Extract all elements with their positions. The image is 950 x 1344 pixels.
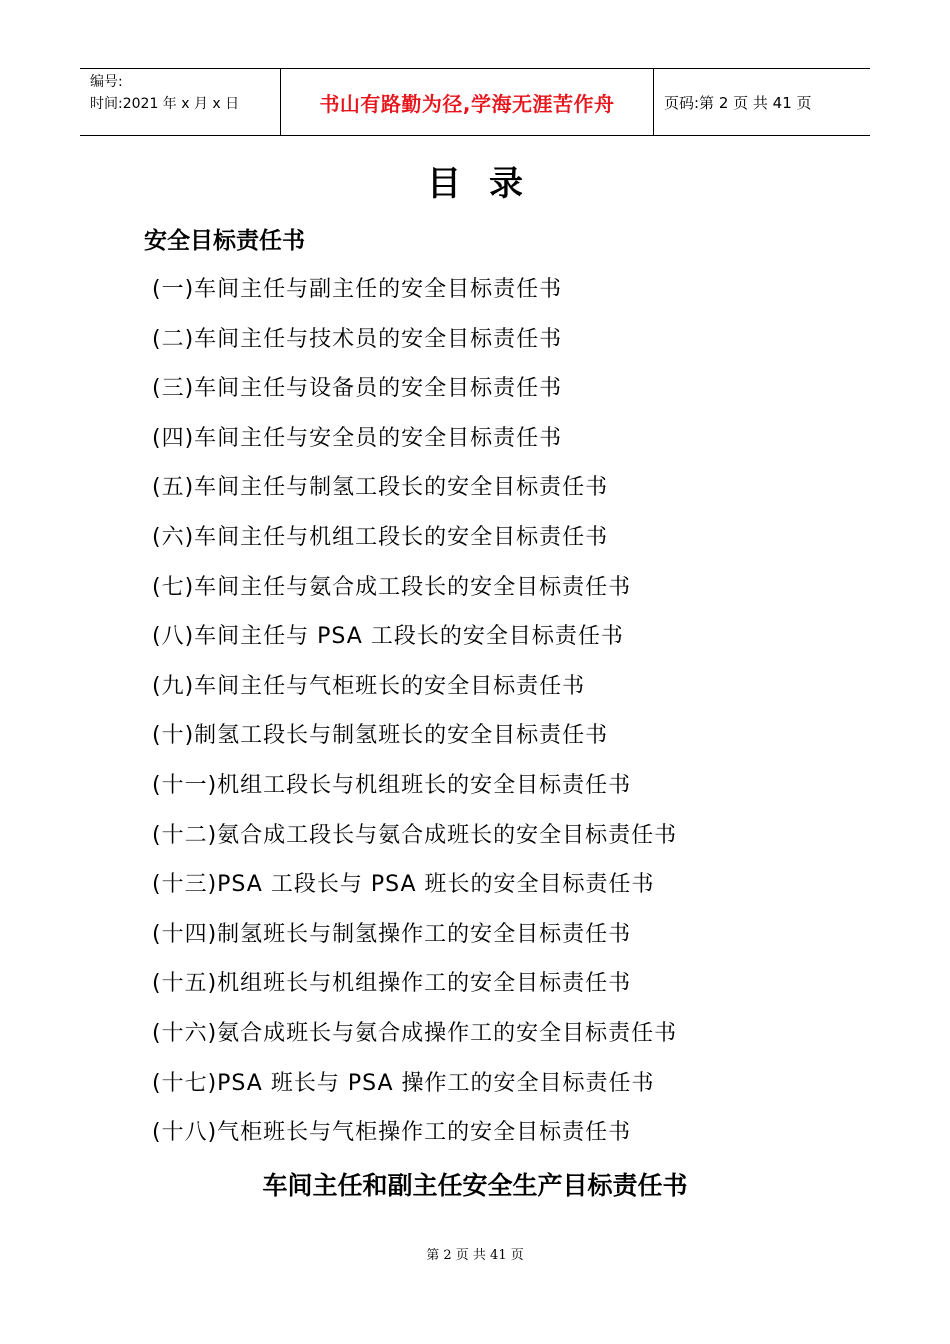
toc-item-15[interactable]: (十五)机组班长与机组操作工的安全目标责任书 <box>152 971 632 997</box>
toc-item-1[interactable]: (一)车间主任与副主任的安全目标责任书 <box>152 277 563 302</box>
header-page-info <box>654 69 870 135</box>
header-motto-cell <box>281 69 654 135</box>
toc-item-11[interactable]: (十一)机组工段长与机组班长的安全目标责任书 <box>152 772 632 798</box>
toc-item-6[interactable]: (六)车间主任与机组工段长的安全目标责任书 <box>152 524 609 550</box>
toc-item-14[interactable]: (十四)制氢班长与制氢操作工的安全目标责任书 <box>152 921 632 947</box>
motto-text: 书山有路勤为径,学海无涯苦作舟 <box>319 91 615 116</box>
toc-item-5[interactable]: (五)车间主任与制氢工段长的安全目标责任书 <box>152 475 609 501</box>
toc-item-16[interactable]: (十六)氨合成班长与氨合成操作工的安全目标责任书 <box>152 1020 678 1046</box>
toc-item-13[interactable]: (十三)PSA 工段长与 PSA 班长的安全目标责任书 <box>152 872 655 898</box>
toc-item-12[interactable]: (十二)氨合成工段长与氨合成班长的安全目标责任书 <box>152 822 678 848</box>
sub-heading: 车间主任和副主任安全生产目标责任书 <box>262 1171 688 1200</box>
section-heading: 安全目标责任书 <box>144 228 305 254</box>
toc-item-8[interactable]: (八)车间主任与 PSA 工段长的安全目标责任书 <box>152 624 624 650</box>
toc-item-17[interactable]: (十七)PSA 班长与 PSA 操作工的安全目标责任书 <box>152 1070 655 1096</box>
toc-item-3[interactable]: (三)车间主任与设备员的安全目标责任书 <box>152 376 563 402</box>
header-meta <box>80 69 281 135</box>
code-label: 编号: <box>90 74 123 90</box>
page-info-text: 页码:第 2 页 共 41 页 <box>664 93 812 112</box>
toc-item-4[interactable]: (四)车间主任与安全员的安全目标责任书 <box>152 425 563 451</box>
page-header <box>80 68 870 136</box>
toc-item-10[interactable]: (十)制氢工段长与制氢班长的安全目标责任书 <box>152 723 609 749</box>
toc-item-18[interactable]: (十八)气柜班长与气柜操作工的安全目标责任书 <box>152 1120 632 1146</box>
toc-item-2[interactable]: (二)车间主任与技术员的安全目标责任书 <box>152 326 563 352</box>
page-footer: 第 2 页 共 41 页 <box>426 1248 524 1263</box>
time-text: 时间:2021 年 x 月 x 日 <box>90 96 240 112</box>
toc-item-9[interactable]: (九)车间主任与气柜班长的安全目标责任书 <box>152 673 586 699</box>
toc-list <box>152 270 677 1163</box>
toc-item-7[interactable]: (七)车间主任与氨合成工段长的安全目标责任书 <box>152 574 632 600</box>
page-title: 目录 <box>427 164 551 204</box>
